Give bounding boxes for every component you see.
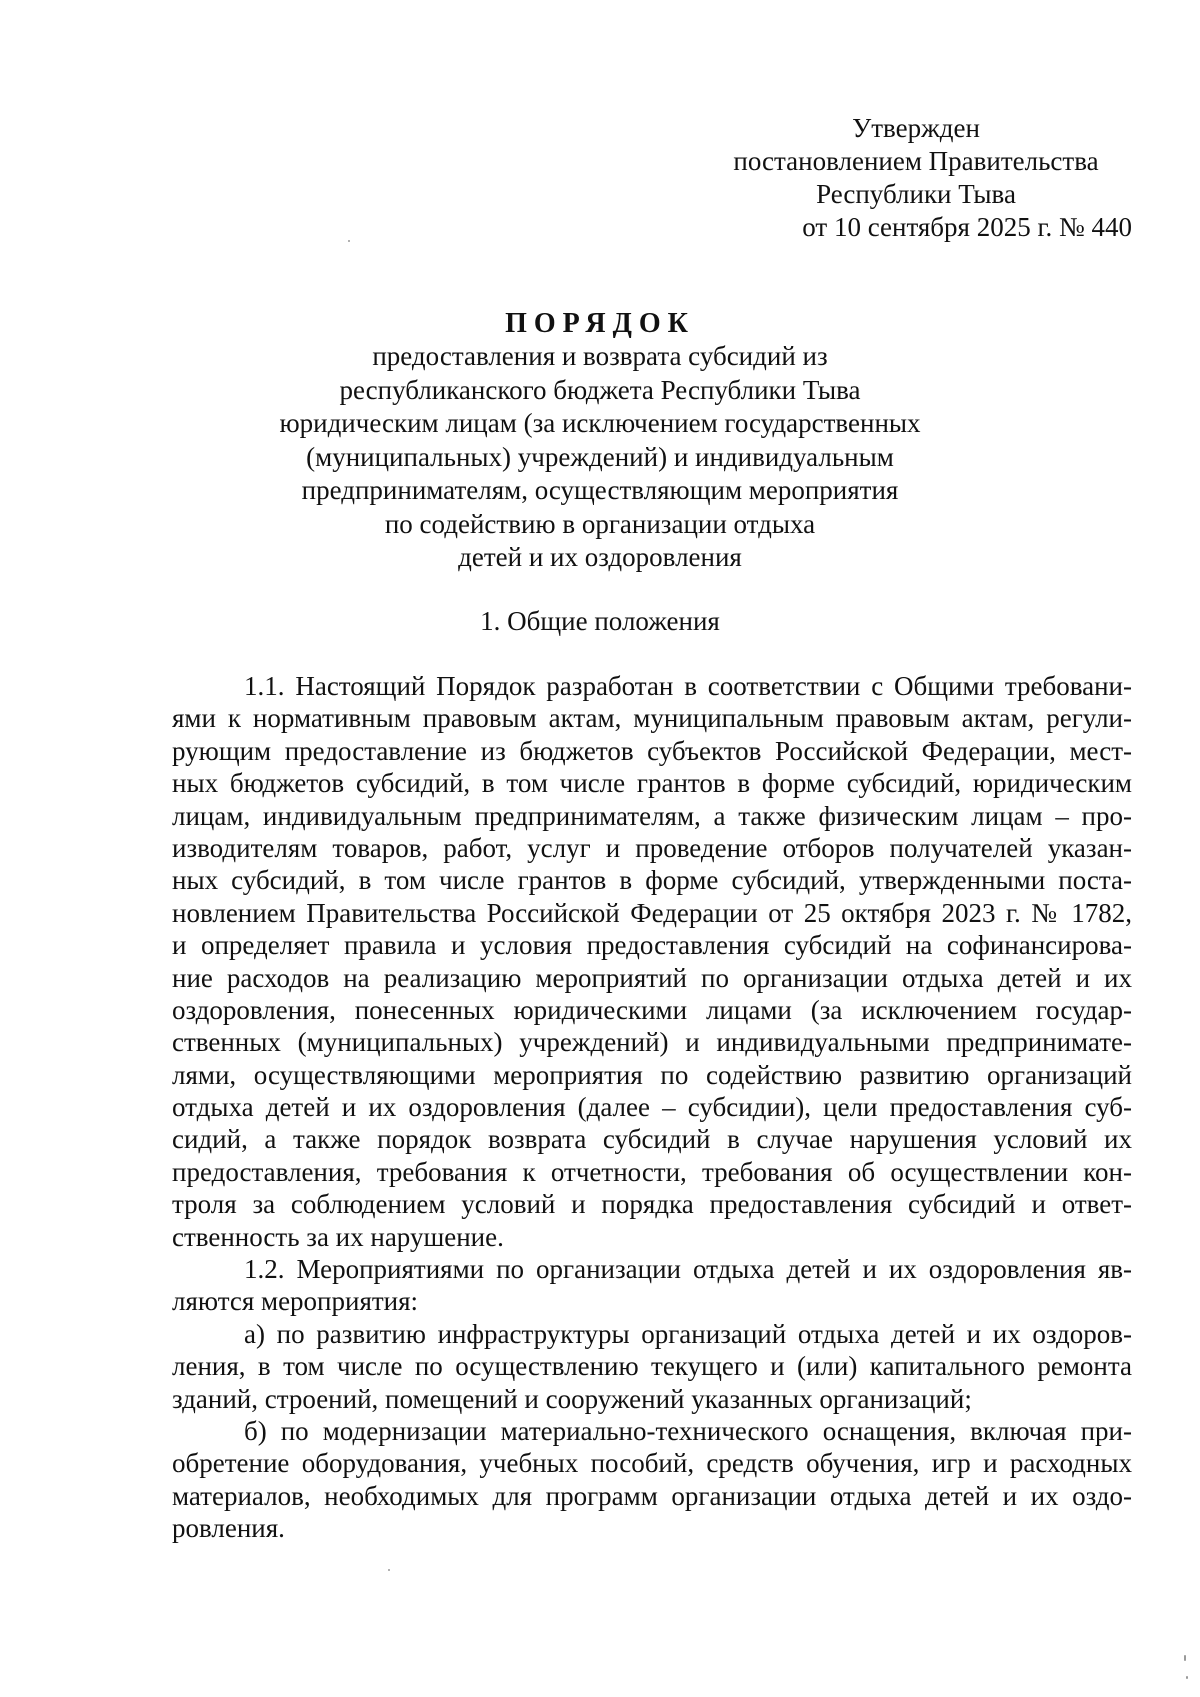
paragraph	[172, 670, 1132, 1253]
scan-speck	[388, 1569, 390, 1571]
paragraph-line: и определяет правила и условия предоставления субсидий на софинансирова-	[172, 930, 1132, 961]
scan-speck	[1184, 1655, 1186, 1661]
paragraph-line: зданий, строений, помещений и сооружений указанных организаций;	[172, 1383, 972, 1414]
approval-line: постановлением Правительства	[733, 146, 1099, 176]
paragraph-line: лями, осуществляющими мероприятия по содействию развитию организаций	[172, 1059, 1132, 1090]
approval-line: Республики Тыва	[816, 179, 1016, 209]
paragraph-line: ных субсидий, в том числе грантов в форме субсидий, утвержденными поста-	[172, 865, 1132, 896]
paragraph-line: ственность за их нарушение.	[172, 1221, 504, 1252]
paragraph-line: лицам, индивидуальным предпринимателям, а также физическим лицам – про-	[172, 800, 1132, 831]
approval-stamp	[700, 112, 1132, 244]
subtitle-line: по содействию в организации отдыха	[384, 508, 816, 539]
paragraph-line: 1.2. Мероприятиями по организации отдыха детей и их оздоровления яв-	[244, 1254, 1132, 1285]
approval-line: Утвержден	[852, 113, 980, 143]
subtitle-line: (муниципальных) учреждений) и индивидуальным	[306, 441, 894, 472]
approval-line: от 10 сентября 2025 г. № 440	[802, 212, 1132, 242]
paragraph-line: ления, в том числе по осуществлению текущего и (или) капитального ремонта	[172, 1351, 1132, 1382]
paragraph-line: материалов, необходимых для программ организации отдыха детей и их оздо-	[172, 1480, 1132, 1511]
subtitle-line: предпринимателям, осуществляющим мероприятия	[301, 475, 899, 505]
document-title: ПОРЯДОК	[505, 308, 695, 339]
document-subtitle	[0, 340, 1200, 575]
paragraph-line: рующим предоставление из бюджетов субъектов Российской Федерации, мест-	[172, 735, 1132, 766]
subtitle-line: предоставления и возврата субсидий из	[372, 341, 828, 371]
paragraph-line: ственных (муниципальных) учреждений) и индивидуальными предпринимате-	[172, 1027, 1132, 1058]
scan-speck	[348, 240, 350, 242]
paragraph-line: б) по модернизации материально-технического оснащения, включая при-	[244, 1415, 1132, 1446]
paragraph	[172, 1253, 1132, 1318]
paragraph-line: 1.1. Настоящий Порядок разработан в соответствии с Общими требовани-	[244, 671, 1132, 701]
paragraph-line: обретение оборудования, учебных пособий, средств обучения, игр и расходных	[172, 1448, 1132, 1479]
subtitle-line: республиканского бюджета Республики Тыва	[339, 374, 861, 405]
paragraph-line: предоставления, требования к отчетности, требования об осуществлении кон-	[172, 1156, 1132, 1187]
paragraph-line: а) по развитию инфраструктуры организаций отдыха детей и их оздоров-	[244, 1318, 1132, 1349]
paragraph-line: ных бюджетов субсидий, в том числе грантов в форме субсидий, юридическим	[172, 768, 1132, 799]
paragraph-line: ровления.	[172, 1513, 285, 1544]
paragraph	[172, 1318, 1132, 1415]
subtitle-line: детей и их оздоровления	[458, 542, 742, 572]
paragraph-line: сидий, а также порядок возврата субсидий в случае нарушения условий их	[172, 1124, 1132, 1155]
subtitle-line: юридическим лицам (за исключением государственных	[279, 408, 921, 438]
scan-speck	[1186, 1676, 1188, 1679]
paragraph-line: ние расходов на реализацию мероприятий по организации отдыха детей и их	[172, 962, 1132, 993]
paragraph-line: троля за соблюдением условий и порядка предоставления субсидий и ответ-	[172, 1189, 1132, 1220]
paragraph	[172, 1415, 1132, 1545]
section-heading: 1. Общие положения	[480, 606, 720, 636]
paragraph-line: изводителям товаров, работ, услуг и проведение отборов получателей указан-	[172, 832, 1132, 863]
paragraph-line: отдыха детей и их оздоровления (далее – субсидии), цели предоставления суб-	[172, 1092, 1132, 1123]
paragraph-line: ляются мероприятия:	[172, 1286, 419, 1317]
paragraph-line: новлением Правительства Российской Федерации от 25 октября 2023 г. № 1782,	[172, 897, 1132, 928]
section-body	[172, 670, 1132, 1545]
paragraph-line: оздоровления, понесенных юридическими лицами (за исключением государ-	[172, 994, 1132, 1025]
paragraph-line: ями к нормативным правовым актам, муниципальным правовым актам, регули-	[172, 703, 1132, 734]
